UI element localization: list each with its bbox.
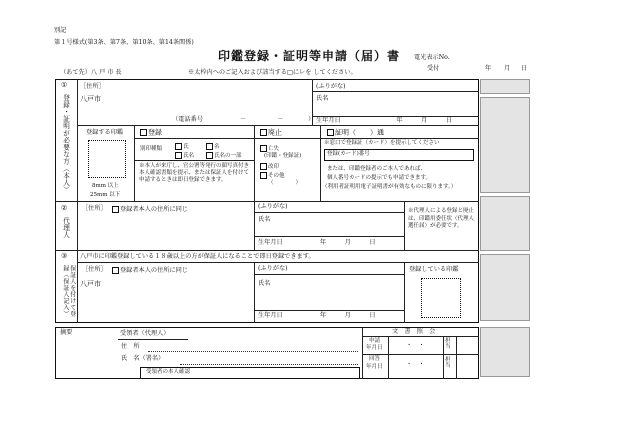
divider (312, 91, 479, 92)
kind-checkbox[interactable]: 名 (206, 143, 220, 151)
s2-name: 氏名 (258, 216, 271, 223)
certificate-checkbox[interactable]: 証明（ ）通 (327, 129, 384, 137)
s2-note: ※代理人による登録と廃止は、印鑑用委任状（代理人選任届）が必要です。 (408, 208, 475, 230)
divider (55, 201, 479, 202)
grey-box (480, 254, 530, 321)
grey-box (480, 79, 530, 94)
s2-same-address-checkbox[interactable]: 登録者本人の住所に同じ (112, 206, 188, 213)
name-line[interactable] (180, 364, 358, 365)
s3-furigana: (ふりがな) (258, 265, 288, 272)
addressee: （あて先）八 戸 市 長 (60, 69, 122, 76)
s3-name: 氏名 (258, 280, 271, 287)
apply-date: ・ ・ (406, 342, 425, 349)
register-note: ※本人が来庁し、官公署等発行の顔写真付き本人確認書類を提示、または保証人を付けて申請するときは即日登録できます。 (139, 163, 250, 184)
section1-label: 登録・証明が必要な方（本人） (61, 94, 70, 194)
s2-dob: 生年月日 年 月 日 (258, 239, 376, 246)
divider (118, 339, 188, 340)
reply-date: ・ ・ (406, 361, 425, 368)
mynumber-note2: 個人番号カードの提示でも申請できます。 (327, 175, 432, 181)
section1-number: ① (61, 81, 68, 89)
reply-ymd: 年月日 (366, 364, 383, 370)
moved-checkbox[interactable]: 改印 (260, 163, 279, 171)
form-title: 印鑑登録・証明等申請（届）書 (218, 49, 401, 63)
abolish-checkbox[interactable]: 廃止 (260, 129, 282, 137)
divider (77, 79, 78, 323)
section2-label: 代理人 (61, 217, 70, 239)
lost-checkbox[interactable]: 亡失 (260, 145, 279, 153)
divider (254, 236, 404, 237)
divider (254, 201, 255, 250)
instruction: ※太枠内へのご記入および該当する□にレを してください。 (188, 69, 357, 76)
received-day: 日 (521, 65, 528, 72)
divider (320, 125, 321, 201)
divider (362, 354, 479, 355)
section2-number: ② (61, 204, 68, 212)
s1-address-label: ［住所］ (80, 83, 105, 90)
card-number-label: 登録(カード)番号 (327, 151, 370, 157)
annex-label: 別記 (54, 27, 67, 34)
divider (388, 336, 389, 379)
s2-address-label: ［住所］ (82, 205, 107, 212)
apply-staff: 担当 (445, 338, 451, 351)
divider (134, 138, 479, 139)
divider (55, 250, 479, 251)
s3-address-label: ［住所］ (82, 266, 107, 273)
s3-same-address-checkbox[interactable]: 登録者本人の住所に同じ (112, 267, 188, 274)
tel-display-no: 電光表示No. (414, 54, 450, 61)
s3-seal-label: 登録している印鑑 (409, 266, 459, 273)
s3-top-note: 八戸市に印鑑登録している１８歳以上の方が保証人になることで即日登録できます。 (80, 253, 315, 260)
s3-seal-frame (421, 278, 461, 318)
s3-dob: 生年月日 年 月 日 (258, 312, 376, 319)
seal-label: 登録する印鑑 (86, 129, 124, 136)
kind-checkbox[interactable]: 氏名 (175, 152, 194, 160)
other-checkbox[interactable]: その他 (260, 172, 285, 180)
other-paren: （ ） (268, 180, 302, 186)
mynumber-note1: または、印鑑登録者のご本人であれば、 (327, 166, 427, 172)
register-checkbox[interactable]: 登録 (140, 129, 162, 137)
divider (254, 262, 255, 323)
divider (134, 125, 135, 201)
section3-label: 保証人を付けて登録（保証人記入） (61, 265, 76, 317)
apply-ymd: 年月日 (366, 345, 383, 351)
divider (254, 125, 255, 201)
divider (254, 212, 404, 213)
grey-box (480, 196, 530, 251)
divider (254, 274, 404, 275)
s1-phone: （電話番号 － － ） (172, 116, 315, 123)
divider (134, 160, 254, 161)
s1-dob: 生年月日 年 月 日 (316, 117, 453, 124)
lost-sub: (印鑑・登録証) (264, 153, 302, 159)
kind-label: 別印種類 (140, 146, 163, 152)
divider (254, 310, 404, 311)
s2-furigana: (ふりがな) (258, 203, 288, 210)
seal-size-min: 8mm 以上 (92, 183, 119, 189)
recipient-address: 住 所 (121, 343, 140, 350)
recipient-label: 受領者（代理人） (120, 330, 170, 337)
summary-label: 摘要 (60, 329, 73, 336)
divider (456, 336, 457, 379)
mynumber-note3: （利用者証明用電子証明書が有効なものに限ります。） (322, 184, 457, 190)
divider (77, 125, 479, 126)
received-year: 年 (485, 65, 492, 72)
divider (77, 262, 479, 263)
reply-label: 回答 (369, 356, 381, 362)
divider (362, 336, 479, 337)
divider (362, 327, 363, 379)
received-month: 月 (504, 65, 511, 72)
s3-city: 八戸市 (80, 280, 101, 288)
section3-number: ③ (61, 252, 68, 260)
s1-furigana: (ふりがな) (316, 83, 346, 90)
recipient-name: 氏 名（署名） (121, 355, 165, 362)
seal-frame (88, 140, 126, 178)
form-number: 第１号様式(第3条、第7条、第10条、第14条関係) (54, 39, 194, 46)
address-line[interactable] (148, 351, 358, 352)
divider (404, 201, 405, 250)
verify-label: 受領者の本人確認 (146, 369, 191, 375)
divider (443, 336, 444, 379)
grey-box (480, 327, 530, 377)
card-note: ※窓口で登録証（カード）を提示してください (324, 140, 440, 146)
doc-check-title: 文 書 照 会 (392, 328, 436, 335)
divider (404, 262, 405, 323)
kind-checkbox[interactable]: 氏 (175, 143, 189, 151)
s1-city: 八戸市 (80, 95, 101, 103)
apply-label: 申請 (369, 338, 381, 344)
seal-size-max: 25mm 以下 (90, 192, 121, 198)
reply-staff: 担当 (445, 357, 451, 370)
kind-checkbox[interactable]: 氏名の一部 (206, 152, 242, 160)
grey-box (480, 97, 530, 193)
s1-name: 氏名 (316, 95, 329, 102)
received-label: 受付 (427, 65, 440, 72)
